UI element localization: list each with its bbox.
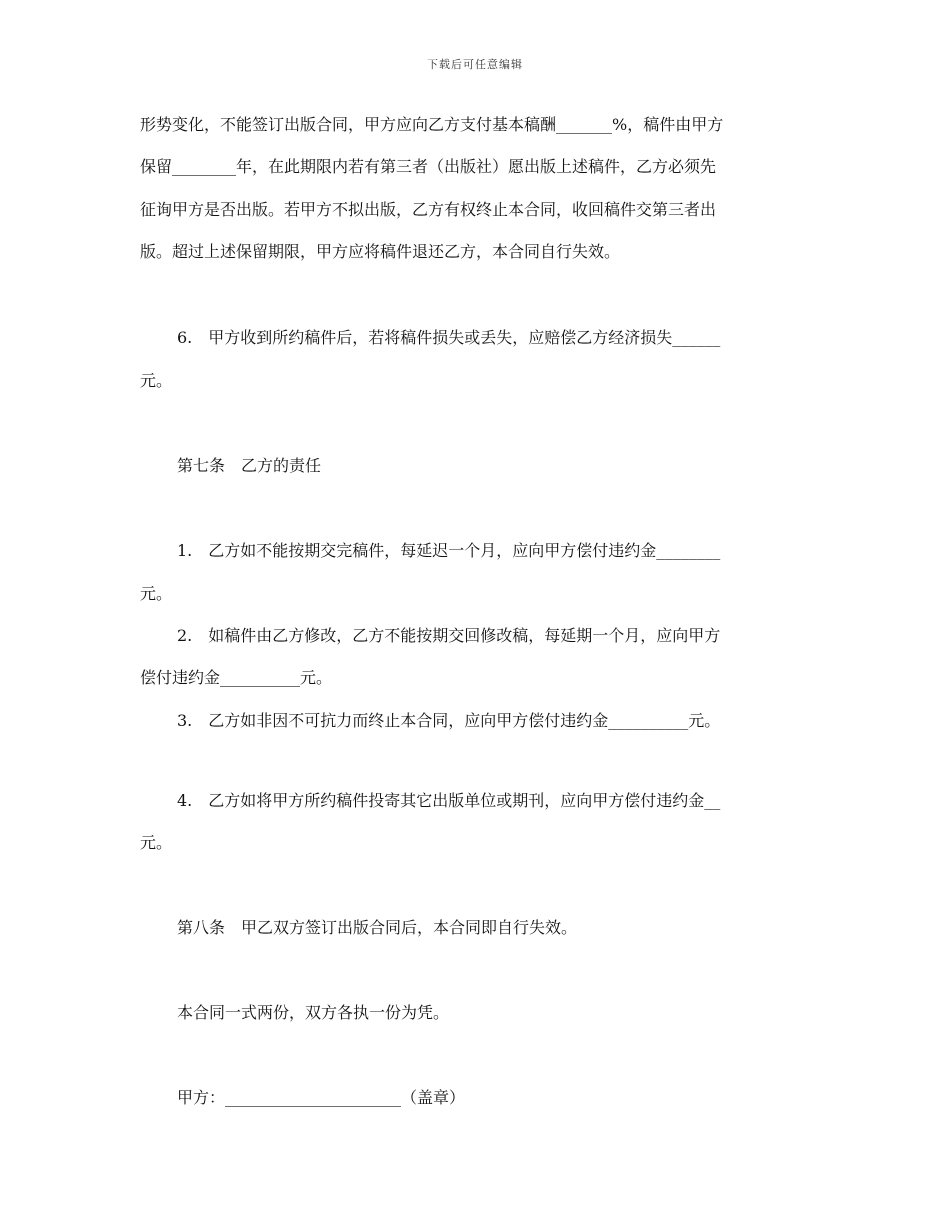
clause-7-4-continuation: 元。 (140, 833, 173, 852)
clause-7-2-continuation: 偿付违约金__________元。 (140, 668, 333, 687)
clause-7-4-line: 4. 乙方如将甲方所约稿件投寄其它出版单位或期刊，应向甲方偿付违约金__ (177, 791, 721, 810)
copies-statement: 本合同一式两份，双方各执一份为凭。 (177, 1003, 450, 1022)
clause-7-3-line: 3. 乙方如非因不可抗力而终止本合同，应向甲方偿付违约金__________元。 (177, 711, 721, 730)
paragraph-line: 征询甲方是否出版。若甲方不拟出版，乙方有权终止本合同，收回稿件交第三者出 (140, 200, 717, 219)
clause-7-2-line: 2. 如稿件由乙方修改，乙方不能按期交回修改稿，每延期一个月，应向甲方 (177, 626, 721, 645)
clause-6-line: 6. 甲方收到所约稿件后，若将稿件损失或丢失，应赔偿乙方经济损失______ (177, 328, 721, 347)
clause-6-continuation: 元。 (140, 371, 173, 390)
paragraph-line: 保留________年，在此期限内若有第三者（出版社）愿出版上述稿件，乙方必须先 (140, 157, 717, 176)
page-header: 下载后可任意编辑 (427, 58, 523, 71)
paragraph-line: 形势变化，不能签订出版合同，甲方应向乙方支付基本稿酬_______%，稿件由甲方 (140, 115, 724, 134)
party-a-signature-line: 甲方：______________________（盖章） (177, 1088, 466, 1107)
article-8-line: 第八条 甲乙双方签订出版合同后，本合同即自行失效。 (177, 918, 578, 937)
clause-7-1-continuation: 元。 (140, 584, 173, 603)
article-7-heading: 第七条 乙方的责任 (177, 456, 322, 475)
paragraph-line: 版。超过上述保留期限，甲方应将稿件退还乙方，本合同自行失效。 (140, 242, 621, 261)
clause-7-1-line: 1. 乙方如不能按期交完稿件，每延迟一个月，应向甲方偿付违约金________ (177, 541, 721, 560)
